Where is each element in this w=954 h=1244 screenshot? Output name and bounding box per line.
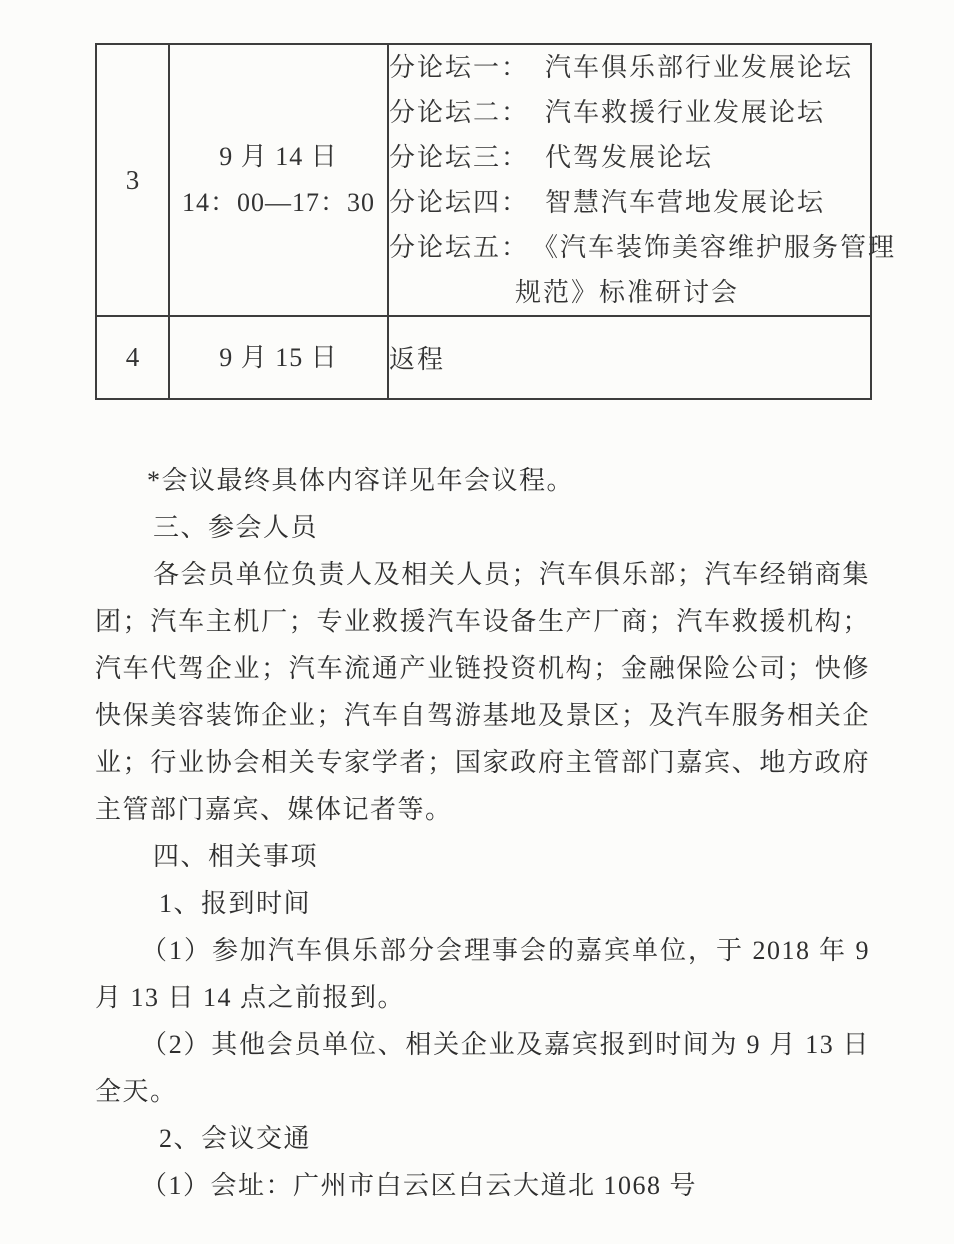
note-line: *会议最终具体内容详见年会议程。 — [147, 466, 575, 495]
participants-line: 汽车代驾企业；汽车流通产业链投资机构；金融保险公司；快修 — [95, 654, 870, 683]
participants-line: 团；汽车主机厂；专业救援汽车设备生产厂商；汽车救援机构； — [95, 607, 870, 636]
forum-title: 《汽车装饰美容维护服务管理 — [545, 233, 897, 262]
table-row — [96, 44, 871, 316]
forum-line — [389, 45, 870, 90]
participants-line: 各会员单位负责人及相关人员；汽车俱乐部；汽车经销商集 — [153, 560, 870, 589]
forum-title: 智慧汽车营地发展论坛 — [545, 188, 826, 217]
participants-line: 业；行业协会相关专家学者；国家政府主管部门嘉宾、地方政府 — [95, 748, 870, 777]
date-text: 9 月 14 日 — [219, 142, 338, 171]
body-text — [95, 457, 870, 1209]
table-row — [96, 316, 871, 399]
agenda-text: 返程 — [389, 345, 446, 374]
document-content — [95, 43, 897, 1209]
forum-label: 分论坛一： — [389, 53, 530, 82]
date-time-cell — [169, 316, 388, 399]
time-range-text: 14：00—17：30 — [181, 188, 375, 217]
row-index: 3 — [125, 164, 140, 195]
forum-line — [389, 180, 870, 225]
forum-title: 汽车俱乐部行业发展论坛 — [545, 53, 854, 82]
date-time-cell — [169, 44, 388, 316]
section-heading-matters: 四、相关事项 — [153, 842, 319, 871]
forum-label: 分论坛四： — [389, 188, 530, 217]
item-heading-transport: 2、会议交通 — [159, 1124, 312, 1153]
date-text: 9 月 15 日 — [219, 342, 338, 372]
forum-line — [389, 135, 870, 180]
participants-line: 主管部门嘉宾、媒体记者等。 — [95, 795, 453, 824]
row-index-cell — [96, 316, 169, 399]
schedule-table — [95, 43, 897, 400]
forum-title: 代驾发展论坛 — [545, 143, 714, 172]
agenda-cell — [388, 44, 897, 316]
registration-line: （2）其他会员单位、相关企业及嘉宾报到时间为 9 月 13 日 — [141, 1030, 870, 1059]
registration-line: 全天。 — [95, 1077, 178, 1106]
registration-line: （1）参加汽车俱乐部分会理事会的嘉宾单位，于 2018 年 9 — [141, 936, 870, 965]
venue-address-line: （1）会址：广州市白云区白云大道北 1068 号 — [141, 1171, 698, 1200]
forum-line — [389, 90, 870, 135]
forum-label: 分论坛五： — [389, 233, 530, 262]
forum-title: 汽车救援行业发展论坛 — [545, 98, 826, 127]
forum-label: 分论坛三： — [389, 143, 530, 172]
row-index: 4 — [125, 342, 140, 372]
section-heading-participants: 三、参会人员 — [153, 513, 319, 542]
registration-line: 月 13 日 14 点之前报到。 — [95, 983, 406, 1012]
item-heading-registration: 1、报到时间 — [159, 889, 312, 918]
forum-line — [389, 225, 897, 270]
participants-line: 快保美容装饰企业；汽车自驾游基地及景区；及汽车服务相关企 — [95, 701, 870, 730]
forum-label: 分论坛二： — [389, 98, 530, 127]
forum-title-wrap-line: 规范》标准研讨会 — [515, 278, 740, 307]
row-index-cell — [96, 44, 169, 316]
agenda-cell — [388, 316, 871, 399]
